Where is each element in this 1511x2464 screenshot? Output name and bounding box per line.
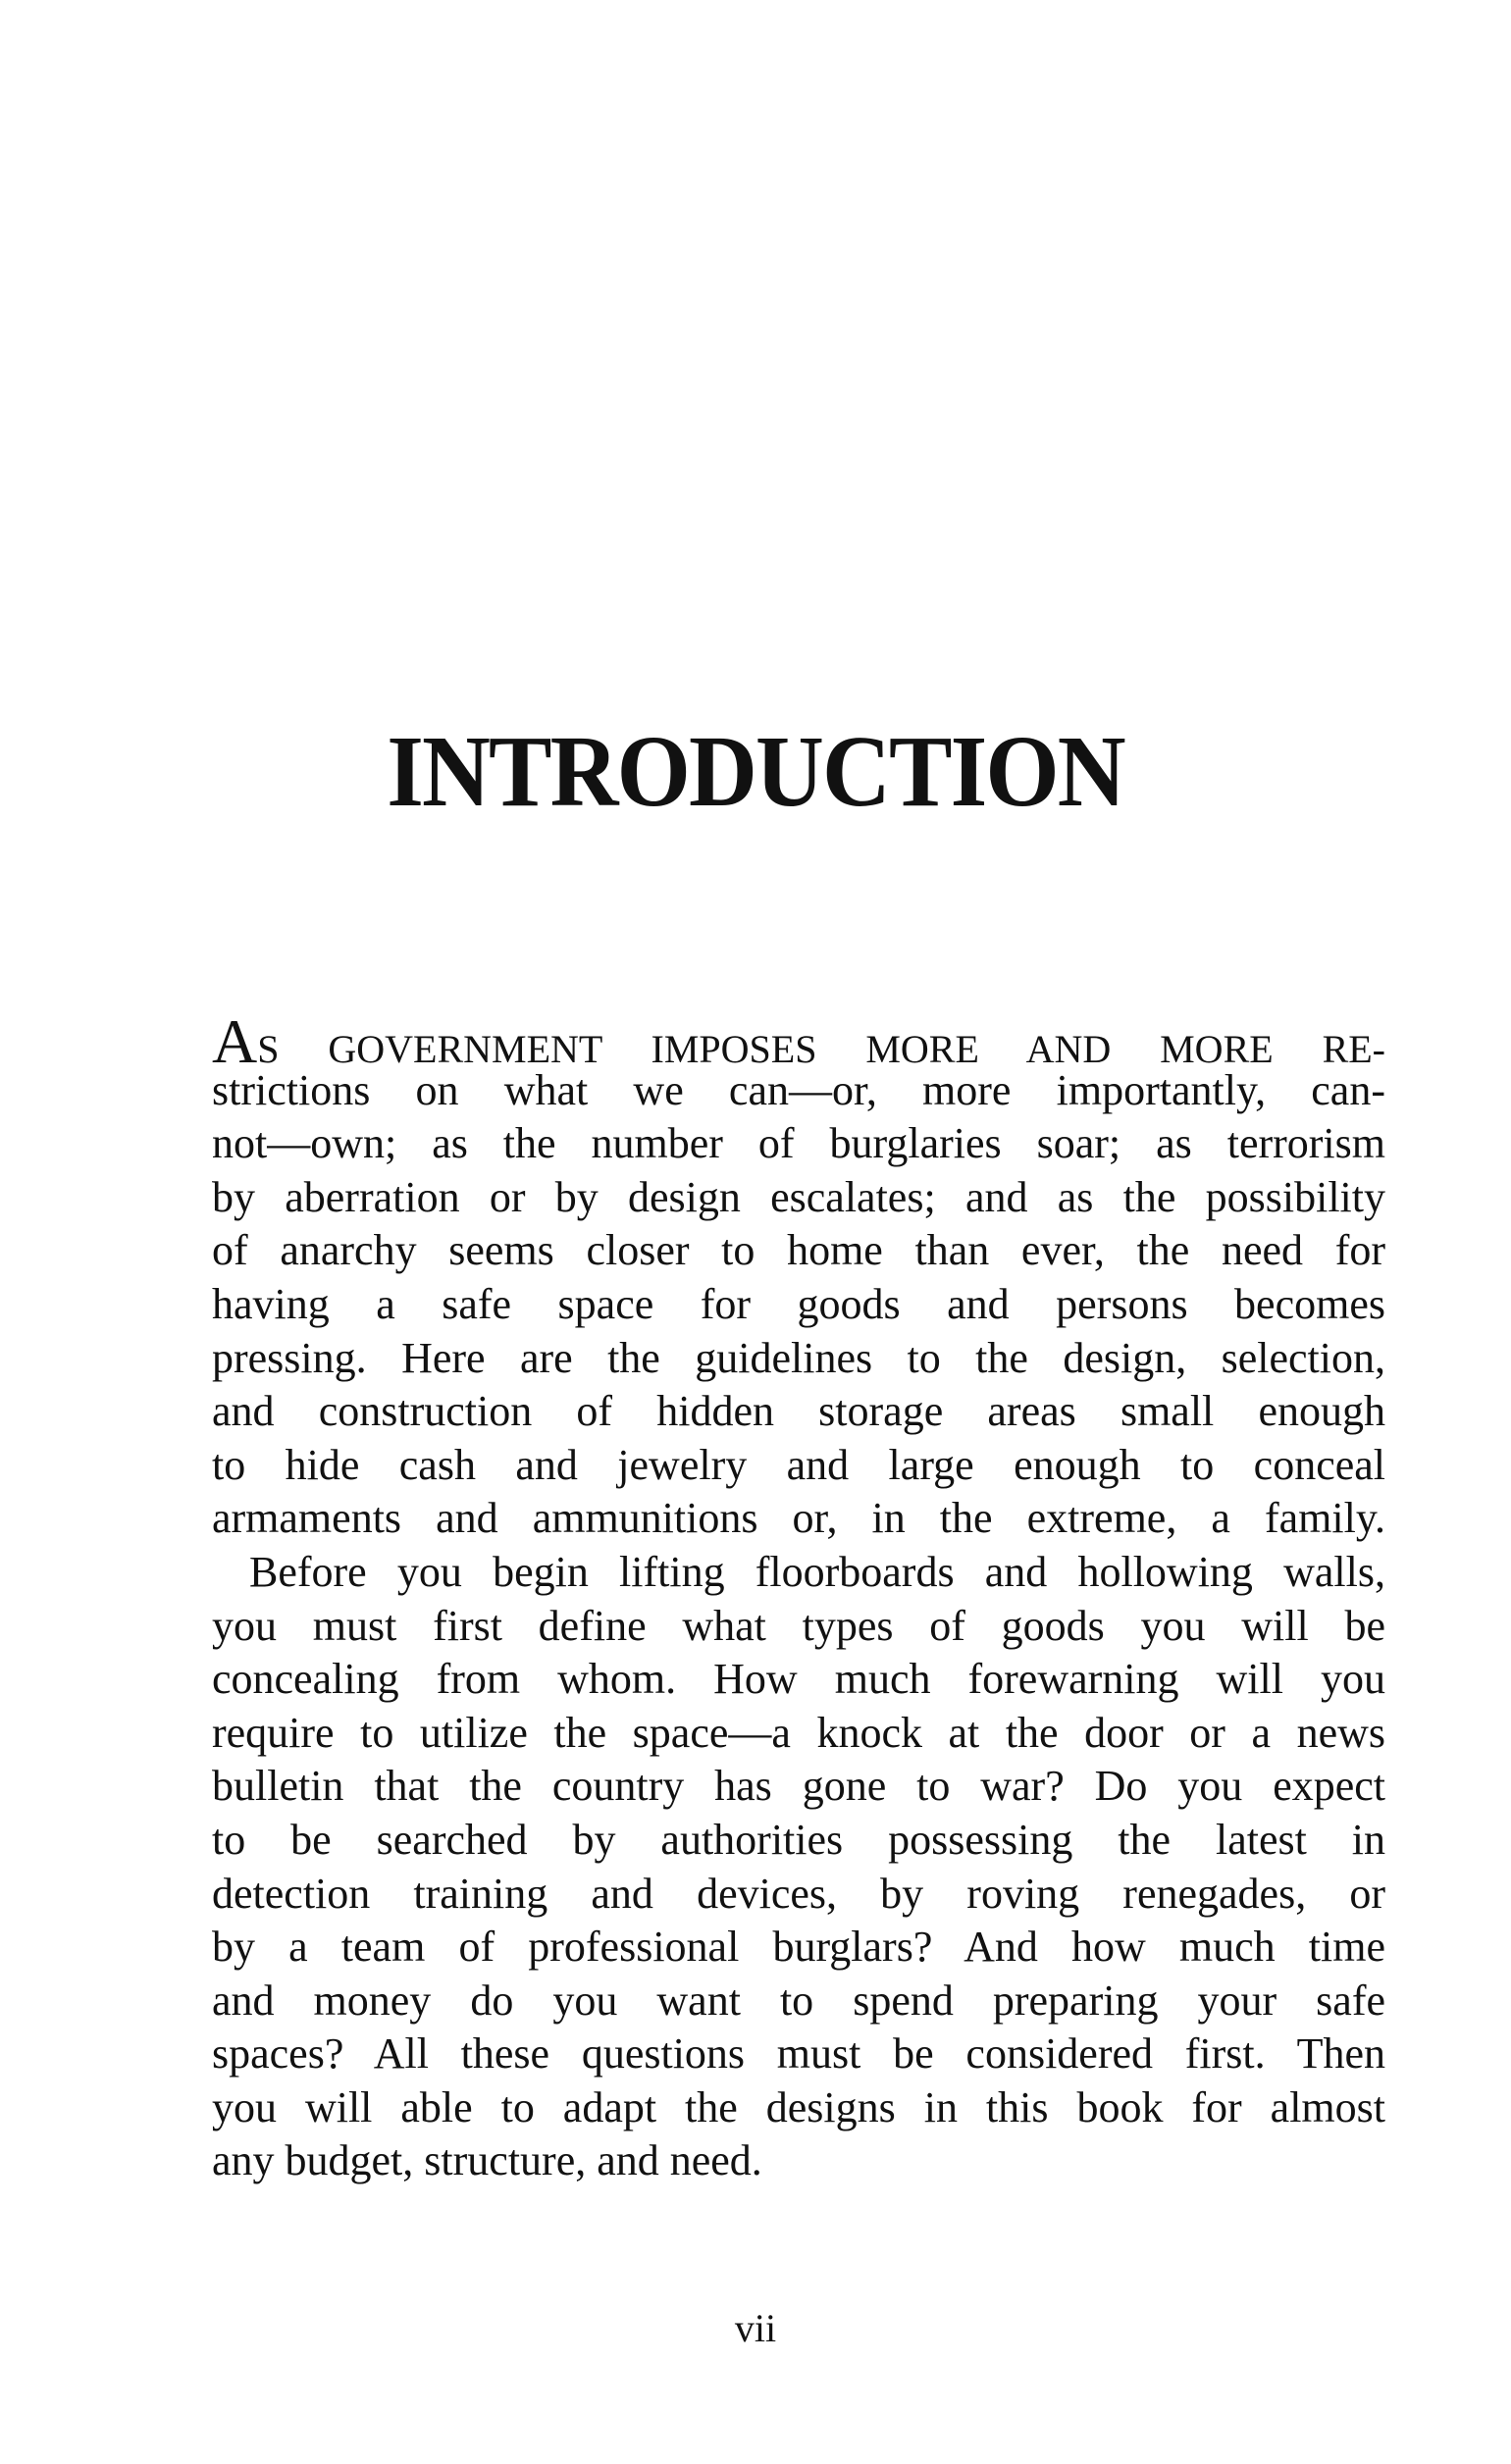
- text-line: of anarchy seems closer to home than ever, the need for: [212, 1226, 1385, 1275]
- opening-small-caps: S GOVERNMENT IMPOSES MORE AND MORE RE-: [257, 1027, 1385, 1071]
- text-line: any budget, structure, and need.: [212, 2136, 762, 2185]
- text-line: detection training and devices, by roving renegades, or: [212, 1869, 1385, 1918]
- text-line: by a team of professional burglars? And how much time: [212, 1923, 1385, 1972]
- drop-cap: A: [212, 1006, 258, 1076]
- text-line: Before you begin lifting floorboards and hollowing walls,: [249, 1547, 1385, 1596]
- page-number: vii: [734, 2306, 777, 2350]
- chapter-title: INTRODUCTION: [387, 715, 1124, 828]
- body-text: [212, 1006, 1385, 2188]
- text-line: not—own; as the number of burglaries soar; as terrorism: [212, 1119, 1385, 1168]
- paragraph-1: [212, 1006, 1385, 1546]
- text-line: having a safe space for goods and persons becomes: [212, 1279, 1385, 1328]
- text-line: require to utilize the space—a knock at the door or a news: [212, 1708, 1385, 1757]
- text-line: spaces? All these questions must be considered first. Then: [212, 2029, 1385, 2079]
- text-line: concealing from whom. How much forewarning will you: [212, 1655, 1385, 1704]
- text-line: by aberration or by design escalates; and as the possibility: [212, 1172, 1385, 1221]
- text-line: you must first define what types of goods you will be: [212, 1601, 1385, 1650]
- text-line: to hide cash and jewelry and large enough to conceal: [212, 1440, 1385, 1489]
- text-line: bulletin that the country has gone to war? Do you expect: [212, 1762, 1385, 1811]
- text-line: to be searched by authorities possessing the latest in: [212, 1815, 1385, 1864]
- text-line: armaments and ammunitions or, in the extreme, a family.: [212, 1494, 1385, 1543]
- text-line: and money do you want to spend preparing your safe: [212, 1976, 1385, 2025]
- text-line: you will able to adapt the designs in this book for almost: [212, 2082, 1385, 2131]
- text-line: [212, 1006, 1385, 1076]
- paragraph-2: [212, 1546, 1385, 2188]
- text-line: strictions on what we can—or, more importantly, can-: [212, 1065, 1385, 1114]
- text-line: and construction of hidden storage areas small enough: [212, 1387, 1385, 1436]
- text-line: pressing. Here are the guidelines to the design, selection,: [212, 1333, 1385, 1382]
